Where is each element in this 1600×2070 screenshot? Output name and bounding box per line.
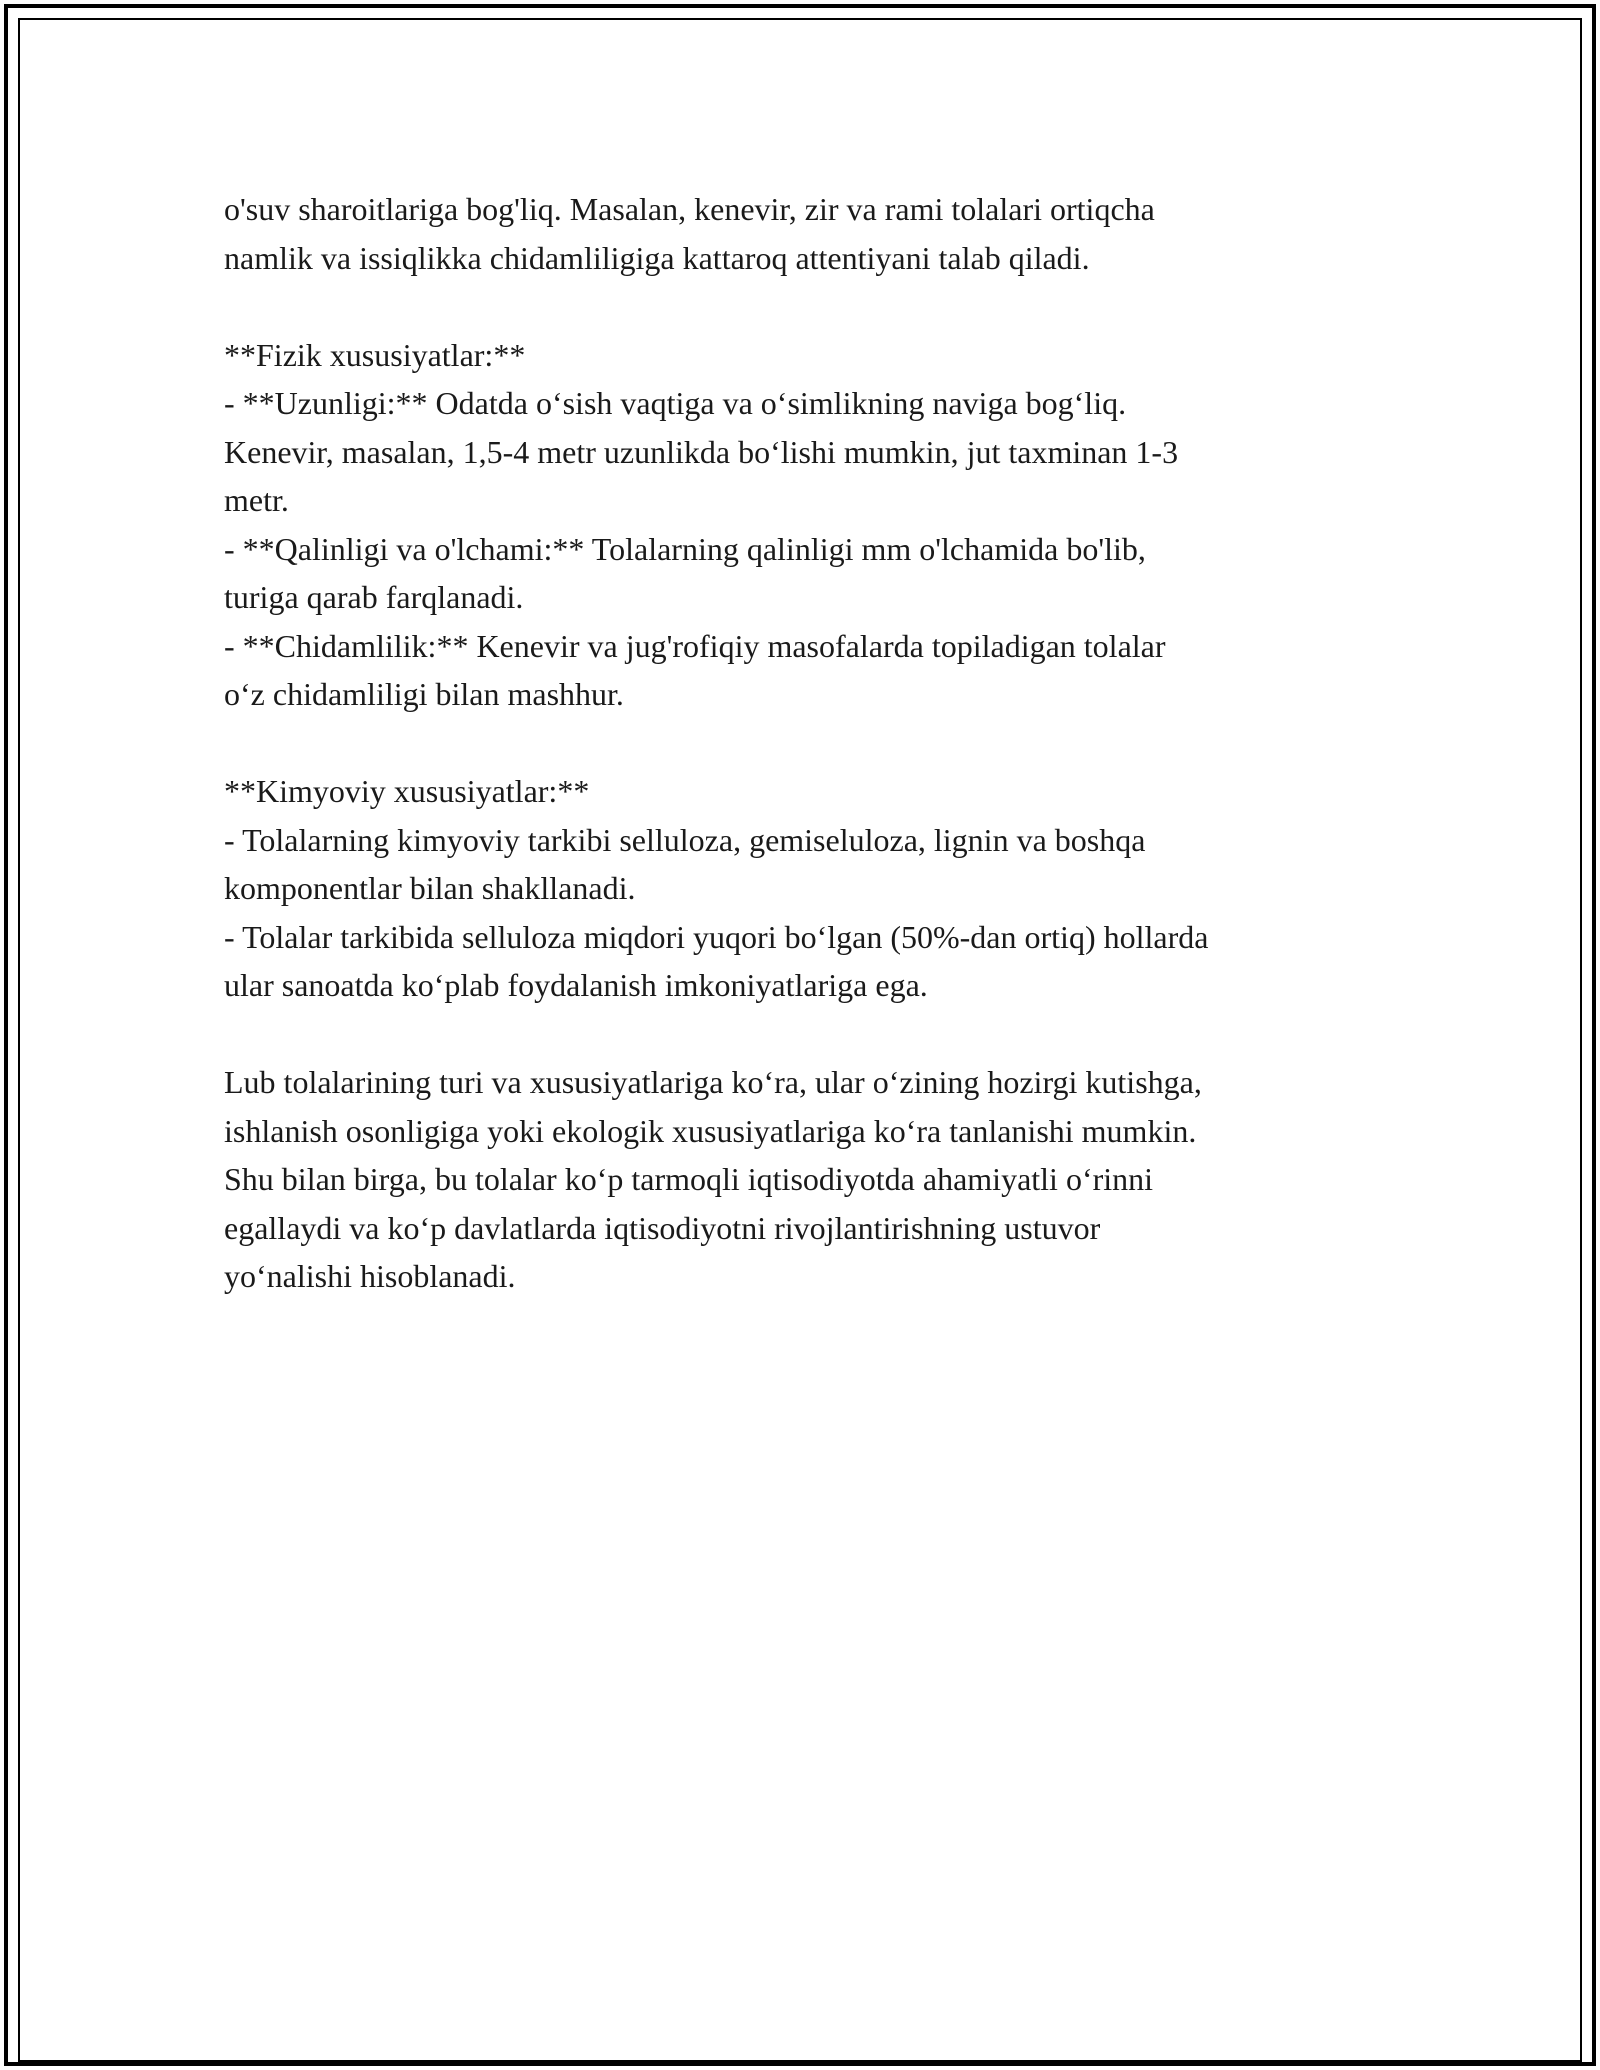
- text-line: Kenevir, masalan, 1,5-4 metr uzunlikda bo‘lishi mumkin, jut taxminan 1-3: [224, 433, 1179, 470]
- section-heading: **Fizik xususiyatlar:**: [224, 336, 526, 373]
- text-line: turiga qarab farqlanadi.: [224, 579, 524, 615]
- text-line: - Tolalarning kimyoviy tarkibi selluloza, gemiseluloza, lignin va boshqa: [224, 821, 1146, 858]
- paragraph-gap: [224, 282, 1404, 331]
- text-line: - **Qalinligi va o'lchami:** Tolalarning qalinligi mm o'lchamida bo'lib,: [224, 530, 1146, 567]
- paragraph-conclusion: [224, 1058, 1404, 1301]
- paragraph-physical-properties: [224, 331, 1404, 719]
- text-line: egallaydi va ko‘p davlatlarda iqtisodiyotni rivojlantirishning ustuvor: [224, 1209, 1101, 1246]
- text-line: o'suv sharoitlariga bog'liq. Masalan, kenevir, zir va rami tolalari ortiqcha: [224, 191, 1155, 227]
- text-line: ishlanish osonligiga yoki ekologik xususiyatlariga ko‘ra tanlanishi mumkin.: [224, 1112, 1197, 1149]
- text-line: namlik va issiqlikka chidamliligiga kattaroq attentiyani talab qiladi.: [224, 239, 1090, 276]
- text-line: komponentlar bilan shakllanadi.: [224, 870, 636, 906]
- paragraph-gap: [224, 1010, 1404, 1059]
- text-line: - **Chidamlilik:** Kenevir va jug'rofiqiy masofalarda topiladigan tolalar: [224, 627, 1166, 664]
- text-line: yo‘nalishi hisoblanadi.: [224, 1258, 516, 1294]
- text-line: Lub tolalarining turi va xususiyatlariga ko‘ra, ular o‘zining hozirgi kutishga,: [224, 1064, 1202, 1100]
- section-heading: **Kimyoviy xususiyatlar:**: [224, 773, 590, 809]
- paragraph-gap: [224, 719, 1404, 768]
- text-line: ular sanoatda ko‘plab foydalanish imkoniyatlariga ega.: [224, 967, 928, 1003]
- document-body: [224, 185, 1404, 1301]
- text-line: metr.: [224, 482, 289, 518]
- text-line: Shu bilan birga, bu tolalar ko‘p tarmoqli iqtisodiyotda ahamiyatli o‘rinni: [224, 1161, 1154, 1197]
- text-line: - Tolalar tarkibida selluloza miqdori yuqori bo‘lgan (50%-dan ortiq) hollarda: [224, 918, 1209, 955]
- paragraph-chemical-properties: [224, 767, 1404, 1010]
- paragraph-growth-conditions: [224, 185, 1404, 282]
- text-line: - **Uzunligi:** Odatda o‘sish vaqtiga va o‘simlikning naviga bog‘liq.: [224, 385, 1127, 421]
- text-line: o‘z chidamliligi bilan mashhur.: [224, 676, 624, 712]
